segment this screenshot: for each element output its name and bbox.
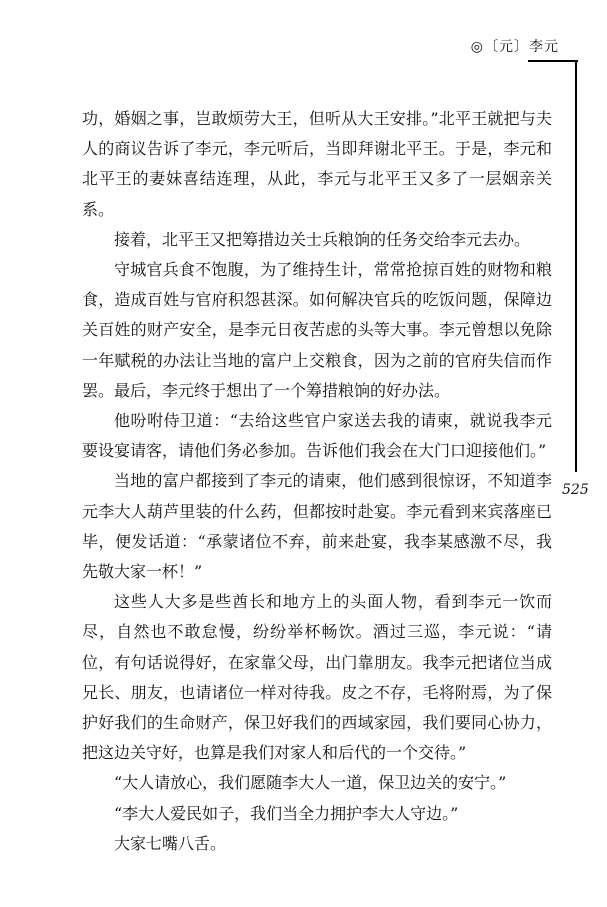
page-number: 525 xyxy=(562,482,589,498)
body-text xyxy=(82,104,552,859)
paragraph: 接着，北平王又把筹措边关士兵粮饷的任务交给李元去办。 xyxy=(114,229,531,249)
paragraph: 大家七嘴八舌。 xyxy=(114,833,227,853)
paragraph: 当地的富户都接到了李元的请柬，他们感到很惊讶，不知道李元李大人葫芦里装的什么药，但都按时赴宴。李元看到来宾落座已毕，便发话道：“承蒙诸位不弃，前来赴宴，我李某感激不尽，我先敬大家一杯！” xyxy=(82,471,552,582)
paragraph: 功，婚姻之事，岂敢烦劳大王，但听从大王安排。”北平王就把与夫人的商议告诉了李元，李元听后，当即拜谢北平王。于是，李元和北平王的妻妹喜结连理，从此，李元与北平王又多了一层姻亲关系。 xyxy=(82,109,552,219)
paragraph: “李大人爱民如子，我们当全力拥护李大人守边。” xyxy=(114,803,459,823)
side-rule xyxy=(575,60,577,472)
header-rule xyxy=(528,60,578,62)
paragraph: 他吩咐侍卫道：“去给这些官户家送去我的请柬，就说我李元要设宴请客，请他们务必参加。告诉他们我会在大门口迎接他们。” xyxy=(82,411,552,461)
paragraph: 这些人大多是些酋长和地方上的头面人物，看到李元一饮而尽，自然也不敢怠慢，纷纷举杯畅饮。酒过三巡，李元说：“请位，有句话说得好，在家靠父母，出门靠朋友。我李元把诸位当成兄长、朋友，也请诸位一样对待我。皮之不存，毛将附焉，为了保护好我们的生命财产，保卫好我们的西域家园，我们要同心协力，把这边关守好，也算是我们对家人和后代的一个交待。” xyxy=(82,592,552,763)
paragraph: 守城官兵食不饱腹，为了维持生计，常常抢掠百姓的财物和粮食，造成百姓与官府积怨甚深。如何解决官兵的吃饭问题，保障边关百姓的财产安全，是李元日夜苦虑的头等大事。李元曾想以免除一年赋税的办法让当地的富户上交粮食，因为之前的官府失信而作罢。最后，李元终于想出了一个筹措粮饷的好办法。 xyxy=(82,260,552,400)
paragraph: “大人请放心，我们愿随李大人一道，保卫边关的安宁。” xyxy=(114,773,507,793)
running-header xyxy=(471,36,559,56)
header-title: ◎〔元〕李元 xyxy=(470,39,559,55)
